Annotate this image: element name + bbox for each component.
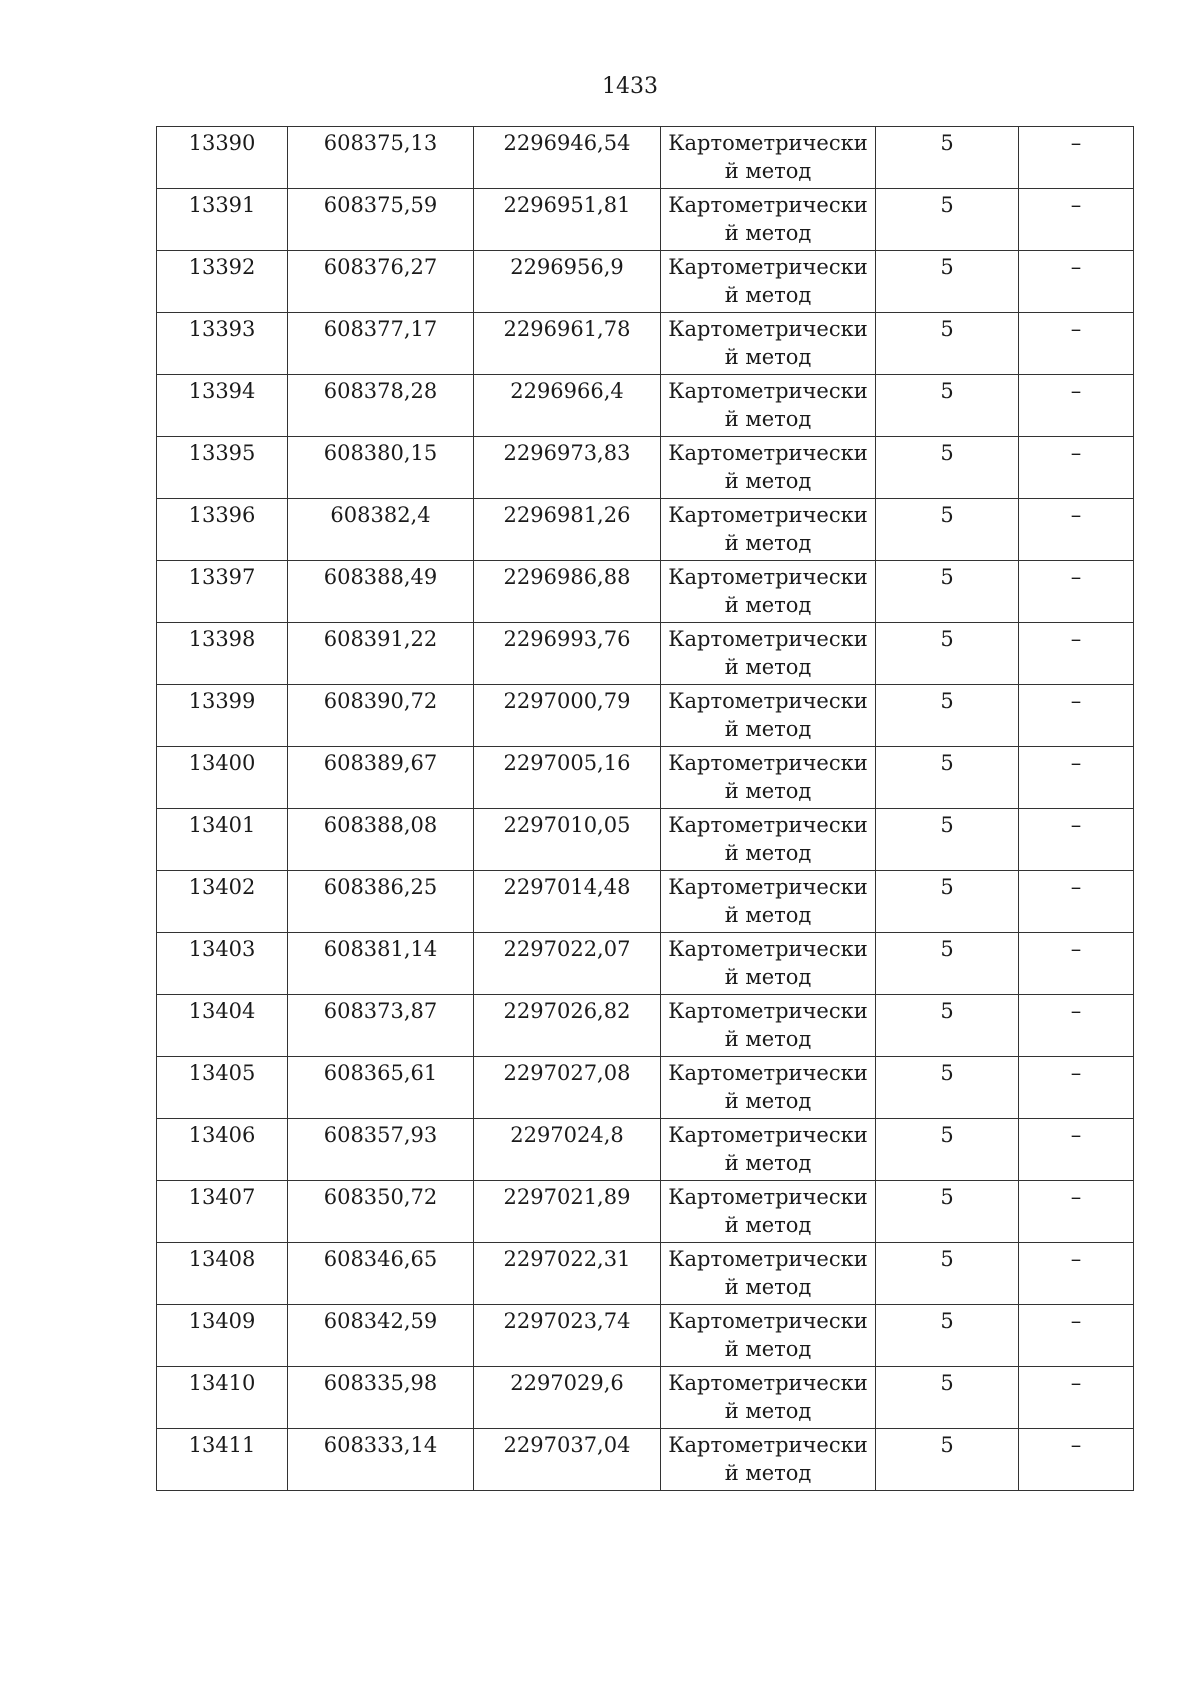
table-row [157, 1305, 1134, 1367]
point-number-cell: 13393 [157, 313, 288, 375]
method-cell: Картометрически й метод [661, 1243, 876, 1305]
accuracy-cell: 5 [876, 747, 1019, 809]
accuracy-cell: 5 [876, 251, 1019, 313]
y-coordinate-cell: 2296946,54 [474, 127, 661, 189]
method-cell: Картометрически й метод [661, 499, 876, 561]
accuracy-cell: 5 [876, 1367, 1019, 1429]
table-row [157, 1367, 1134, 1429]
note-cell: – [1019, 1057, 1134, 1119]
point-number-cell: 13405 [157, 1057, 288, 1119]
note-cell: – [1019, 809, 1134, 871]
accuracy-cell: 5 [876, 1429, 1019, 1491]
method-cell: Картометрически й метод [661, 1305, 876, 1367]
method-cell: Картометрически й метод [661, 1057, 876, 1119]
table-row [157, 685, 1134, 747]
y-coordinate-cell: 2297014,48 [474, 871, 661, 933]
y-coordinate-cell: 2297027,08 [474, 1057, 661, 1119]
x-coordinate-cell: 608357,93 [288, 1119, 474, 1181]
y-coordinate-cell: 2297021,89 [474, 1181, 661, 1243]
x-coordinate-cell: 608375,13 [288, 127, 474, 189]
accuracy-cell: 5 [876, 437, 1019, 499]
y-coordinate-cell: 2297000,79 [474, 685, 661, 747]
note-cell: – [1019, 747, 1134, 809]
x-coordinate-cell: 608380,15 [288, 437, 474, 499]
accuracy-cell: 5 [876, 127, 1019, 189]
accuracy-cell: 5 [876, 189, 1019, 251]
note-cell: – [1019, 499, 1134, 561]
method-cell: Картометрически й метод [661, 1367, 876, 1429]
method-cell: Картометрически й метод [661, 871, 876, 933]
x-coordinate-cell: 608333,14 [288, 1429, 474, 1491]
method-cell: Картометрически й метод [661, 313, 876, 375]
x-coordinate-cell: 608373,87 [288, 995, 474, 1057]
x-coordinate-cell: 608382,4 [288, 499, 474, 561]
table-row [157, 313, 1134, 375]
note-cell: – [1019, 1243, 1134, 1305]
point-number-cell: 13390 [157, 127, 288, 189]
accuracy-cell: 5 [876, 1057, 1019, 1119]
accuracy-cell: 5 [876, 623, 1019, 685]
table-row [157, 995, 1134, 1057]
y-coordinate-cell: 2296973,83 [474, 437, 661, 499]
note-cell: – [1019, 313, 1134, 375]
accuracy-cell: 5 [876, 1119, 1019, 1181]
note-cell: – [1019, 127, 1134, 189]
x-coordinate-cell: 608365,61 [288, 1057, 474, 1119]
note-cell: – [1019, 189, 1134, 251]
table-row [157, 251, 1134, 313]
y-coordinate-cell: 2297005,16 [474, 747, 661, 809]
page-number: 1433 [602, 74, 658, 99]
x-coordinate-cell: 608390,72 [288, 685, 474, 747]
method-cell: Картометрически й метод [661, 623, 876, 685]
y-coordinate-cell: 2297026,82 [474, 995, 661, 1057]
x-coordinate-cell: 608375,59 [288, 189, 474, 251]
coordinates-table [156, 126, 1134, 1491]
note-cell: – [1019, 1181, 1134, 1243]
y-coordinate-cell: 2297024,8 [474, 1119, 661, 1181]
note-cell: – [1019, 685, 1134, 747]
note-cell: – [1019, 1367, 1134, 1429]
table-row [157, 1243, 1134, 1305]
note-cell: – [1019, 375, 1134, 437]
x-coordinate-cell: 608376,27 [288, 251, 474, 313]
point-number-cell: 13404 [157, 995, 288, 1057]
y-coordinate-cell: 2296966,4 [474, 375, 661, 437]
table-row [157, 933, 1134, 995]
method-cell: Картометрически й метод [661, 1119, 876, 1181]
accuracy-cell: 5 [876, 933, 1019, 995]
table-row [157, 747, 1134, 809]
table-row [157, 189, 1134, 251]
point-number-cell: 13400 [157, 747, 288, 809]
accuracy-cell: 5 [876, 1305, 1019, 1367]
method-cell: Картометрически й метод [661, 189, 876, 251]
note-cell: – [1019, 251, 1134, 313]
method-cell: Картометрически й метод [661, 933, 876, 995]
x-coordinate-cell: 608388,49 [288, 561, 474, 623]
accuracy-cell: 5 [876, 685, 1019, 747]
note-cell: – [1019, 933, 1134, 995]
note-cell: – [1019, 995, 1134, 1057]
point-number-cell: 13391 [157, 189, 288, 251]
y-coordinate-cell: 2296993,76 [474, 623, 661, 685]
method-cell: Картометрически й метод [661, 685, 876, 747]
y-coordinate-cell: 2297023,74 [474, 1305, 661, 1367]
method-cell: Картометрически й метод [661, 561, 876, 623]
point-number-cell: 13407 [157, 1181, 288, 1243]
x-coordinate-cell: 608388,08 [288, 809, 474, 871]
x-coordinate-cell: 608391,22 [288, 623, 474, 685]
table-row [157, 809, 1134, 871]
table-row [157, 127, 1134, 189]
method-cell: Картометрически й метод [661, 251, 876, 313]
note-cell: – [1019, 623, 1134, 685]
method-cell: Картометрически й метод [661, 809, 876, 871]
accuracy-cell: 5 [876, 313, 1019, 375]
method-cell: Картометрически й метод [661, 995, 876, 1057]
note-cell: – [1019, 437, 1134, 499]
point-number-cell: 13395 [157, 437, 288, 499]
table-row [157, 1429, 1134, 1491]
point-number-cell: 13401 [157, 809, 288, 871]
x-coordinate-cell: 608386,25 [288, 871, 474, 933]
y-coordinate-cell: 2297037,04 [474, 1429, 661, 1491]
table-row [157, 1057, 1134, 1119]
x-coordinate-cell: 608342,59 [288, 1305, 474, 1367]
table-row [157, 623, 1134, 685]
y-coordinate-cell: 2296986,88 [474, 561, 661, 623]
x-coordinate-cell: 608381,14 [288, 933, 474, 995]
table-row [157, 437, 1134, 499]
note-cell: – [1019, 1429, 1134, 1491]
y-coordinate-cell: 2297022,31 [474, 1243, 661, 1305]
accuracy-cell: 5 [876, 995, 1019, 1057]
y-coordinate-cell: 2297022,07 [474, 933, 661, 995]
point-number-cell: 13408 [157, 1243, 288, 1305]
accuracy-cell: 5 [876, 1181, 1019, 1243]
note-cell: – [1019, 871, 1134, 933]
note-cell: – [1019, 1305, 1134, 1367]
y-coordinate-cell: 2296981,26 [474, 499, 661, 561]
x-coordinate-cell: 608335,98 [288, 1367, 474, 1429]
table-row [157, 1119, 1134, 1181]
x-coordinate-cell: 608350,72 [288, 1181, 474, 1243]
accuracy-cell: 5 [876, 375, 1019, 437]
table-row [157, 871, 1134, 933]
accuracy-cell: 5 [876, 1243, 1019, 1305]
point-number-cell: 13402 [157, 871, 288, 933]
table-row [157, 375, 1134, 437]
y-coordinate-cell: 2296956,9 [474, 251, 661, 313]
method-cell: Картометрически й метод [661, 437, 876, 499]
point-number-cell: 13397 [157, 561, 288, 623]
x-coordinate-cell: 608378,28 [288, 375, 474, 437]
note-cell: – [1019, 1119, 1134, 1181]
method-cell: Картометрически й метод [661, 1181, 876, 1243]
point-number-cell: 13406 [157, 1119, 288, 1181]
coordinates-table-body [157, 127, 1134, 1491]
point-number-cell: 13403 [157, 933, 288, 995]
y-coordinate-cell: 2297010,05 [474, 809, 661, 871]
table-row [157, 499, 1134, 561]
table-row [157, 1181, 1134, 1243]
point-number-cell: 13396 [157, 499, 288, 561]
accuracy-cell: 5 [876, 561, 1019, 623]
accuracy-cell: 5 [876, 809, 1019, 871]
point-number-cell: 13399 [157, 685, 288, 747]
method-cell: Картометрически й метод [661, 127, 876, 189]
y-coordinate-cell: 2297029,6 [474, 1367, 661, 1429]
note-cell: – [1019, 561, 1134, 623]
y-coordinate-cell: 2296961,78 [474, 313, 661, 375]
x-coordinate-cell: 608389,67 [288, 747, 474, 809]
method-cell: Картометрически й метод [661, 375, 876, 437]
table-row [157, 561, 1134, 623]
point-number-cell: 13411 [157, 1429, 288, 1491]
point-number-cell: 13392 [157, 251, 288, 313]
point-number-cell: 13410 [157, 1367, 288, 1429]
method-cell: Картометрически й метод [661, 1429, 876, 1491]
method-cell: Картометрически й метод [661, 747, 876, 809]
point-number-cell: 13409 [157, 1305, 288, 1367]
point-number-cell: 13394 [157, 375, 288, 437]
accuracy-cell: 5 [876, 871, 1019, 933]
x-coordinate-cell: 608377,17 [288, 313, 474, 375]
y-coordinate-cell: 2296951,81 [474, 189, 661, 251]
accuracy-cell: 5 [876, 499, 1019, 561]
x-coordinate-cell: 608346,65 [288, 1243, 474, 1305]
point-number-cell: 13398 [157, 623, 288, 685]
